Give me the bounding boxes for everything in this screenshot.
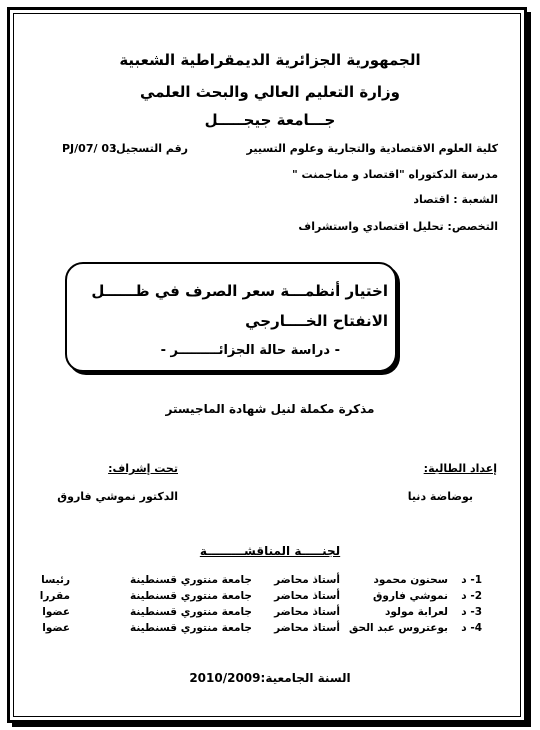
member-number: 1- د [461,574,482,586]
ministry-title: وزارة التعليم العالي والبحث العلمي [139,83,401,101]
member-number: 2- د [461,590,482,602]
specialty: التخصص: تحليل اقتصادي واستشراف [298,220,498,233]
member-name: بوعتروس عبد الحق [349,622,448,634]
member-role: رئيسا [41,574,70,586]
member-university: جامعة منتوري قسنطينة [130,622,252,634]
member-rank: أستاذ محاضر [274,574,340,586]
doctoral-school: مدرسة الدكتوراه "اقتصاد و مناجمنت " [291,168,498,181]
member-role: مقررا [39,590,70,602]
branch: الشعبة : اقتصاد [413,193,498,206]
registration-value: PJ/07/ 03 [62,142,117,155]
member-role: عضوا [42,622,70,634]
academic-year: السنة الجامعية:2010/2009 [189,671,351,685]
member-name: لعرابة مولود [385,606,448,618]
member-number: 3- د [461,606,482,618]
member-university: جامعة منتوري قسنطينة [130,606,252,618]
member-number: 4- د [461,622,482,634]
memo-statement: مذكرة مكملة لنيل شهادة الماجيستر [165,402,375,416]
member-role: عضوا [42,606,70,618]
member-university: جامعة منتوري قسنطينة [130,574,252,586]
page-shadow-bottom [12,723,531,727]
republic-title: الجمهورية الجزائرية الديمقراطية الشعبية [119,51,421,69]
member-university: جامعة منتوري قسنطينة [130,590,252,602]
member-name: نموشي فاروق [373,590,448,602]
committee-title: لجنـــــة المناقشـــــــــة [199,544,341,558]
supervisor-name: الدكتور نموشي فاروق [57,490,178,503]
university-title: جـــامعة جيجـــــل [204,111,336,129]
member-rank: أستاذ محاضر [274,606,340,618]
member-rank: أستاذ محاضر [274,590,340,602]
student-name: بوضاضة دنيا [407,490,473,503]
member-rank: أستاذ محاضر [274,622,340,634]
thesis-title-line2: الانفتاح الخــــارجي [245,312,388,330]
thesis-title-line1: اختيار أنظمـــة سعر الصرف في ظــــــل [91,282,388,300]
member-name: سحنون محمود [373,574,448,586]
supervisor-label: تحت إشراف: [108,462,178,475]
registration-label: رقم التسجيل: [111,142,188,155]
thesis-subtitle: - دراسة حالة الجزائـــــــــر - [160,343,340,358]
student-label: إعداد الطالبة: [423,462,497,475]
faculty-name: كلية العلوم الاقتصادية والتجارية وعلوم التسيير [246,142,498,155]
